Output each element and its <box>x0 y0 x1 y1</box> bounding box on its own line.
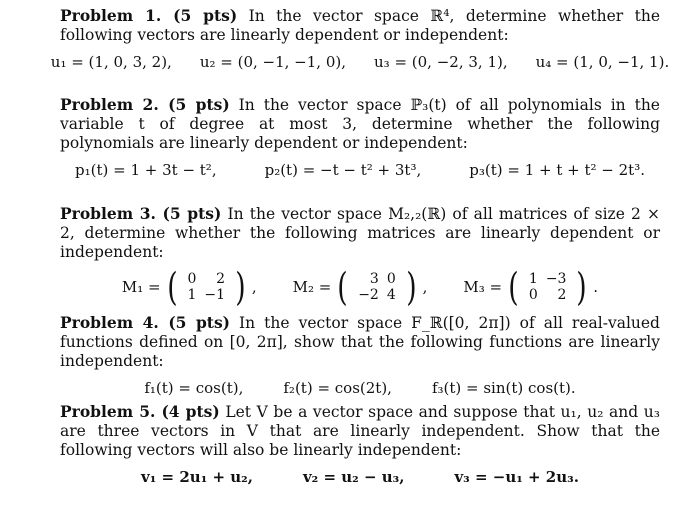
problem-4 <box>60 313 660 398</box>
problem-2-heading: Problem 2. (5 pts) <box>60 95 230 114</box>
equation: p₂(t) = −t − t² + 3t³, <box>264 161 422 179</box>
equation: u₃ = (0, −2, 3, 1), <box>374 53 508 71</box>
problem-3 <box>60 204 660 309</box>
right-paren-icon: ) <box>405 265 417 309</box>
problem-2-equations <box>60 161 660 180</box>
matrix-cell: 4 <box>386 287 396 303</box>
problem-5-text: Let V be a vector space and suppose that u₁, u₂ and u₃ are three vectors in V that are linearly independent. Show that the following vectors will also be linearly independent: <box>60 403 660 459</box>
problem-4-heading: Problem 4. (5 pts) <box>60 313 230 332</box>
problem-5 <box>60 402 660 487</box>
problem-5-statement <box>60 402 660 460</box>
matrix-cell: 0 <box>386 271 396 287</box>
problem-1-equations <box>50 53 670 72</box>
matrix-cell: 0 <box>528 287 538 303</box>
problem-3-matrices <box>60 265 660 309</box>
matrix-cell: −2 <box>358 287 379 303</box>
problem-2 <box>60 95 660 180</box>
equation: v₂ = u₂ − u₃, <box>302 468 405 486</box>
left-paren-icon: ( <box>166 265 178 309</box>
equation: u₄ = (1, 0, −1, 1). <box>535 53 670 71</box>
matrix-grid <box>525 271 571 303</box>
problem-4-text: In the vector space F_ℝ([0, 2π]) of all real-valued functions defined on [0, 2π], show that the following functions are linearly independent: <box>60 314 660 370</box>
matrix-name: M₃ = <box>463 277 503 296</box>
left-paren-icon: ( <box>508 265 519 309</box>
matrix-m3 <box>463 265 599 309</box>
equation: f₂(t) = cos(2t), <box>283 379 392 397</box>
equation: f₁(t) = cos(t), <box>144 379 244 397</box>
right-paren-icon: ) <box>235 265 246 309</box>
matrix-grid <box>183 271 229 303</box>
matrix-grid <box>354 271 400 303</box>
matrix-m1 <box>121 265 257 309</box>
equation: u₂ = (0, −1, −1, 0), <box>199 53 346 71</box>
matrix-cell: −1 <box>204 287 226 303</box>
matrix-name: M₂ = <box>292 277 332 296</box>
equation: f₃(t) = sin(t) cos(t). <box>431 379 576 397</box>
problem-4-equations <box>60 379 660 398</box>
problem-5-heading: Problem 5. (4 pts) <box>60 402 220 421</box>
matrix-name: M₁ = <box>121 277 161 296</box>
equation: v₁ = 2u₁ + u₂, <box>141 468 253 486</box>
matrix-separator: , <box>251 277 257 296</box>
problem-5-equations <box>60 468 660 487</box>
problem-3-text: In the vector space M₂,₂(ℝ) of all matrices of size 2 × 2, determine whether the following matrices are linearly dependent or independent: <box>60 205 660 261</box>
matrix-cell: 3 <box>369 271 379 287</box>
matrix-cell: −3 <box>545 271 567 287</box>
problem-2-text: In the vector space ℙ₃(t) of all polynomials in the variable t of degree at most 3, determine whether the following polynomials are linearly dependent or independent: <box>60 96 660 152</box>
right-paren-icon: ) <box>576 265 588 309</box>
matrix-separator: , <box>422 277 428 296</box>
problem-3-heading: Problem 3. (5 pts) <box>60 204 222 223</box>
matrix-m2 <box>292 265 428 309</box>
equation: p₁(t) = 1 + 3t − t², <box>75 161 217 179</box>
problem-1 <box>50 6 670 72</box>
matrix-cell: 2 <box>557 287 567 303</box>
equation: p₃(t) = 1 + t + t² − 2t³. <box>469 161 645 179</box>
left-paren-icon: ( <box>337 265 348 309</box>
problem-3-statement <box>60 204 660 262</box>
equation: u₁ = (1, 0, 3, 2), <box>50 53 172 71</box>
problem-1-heading: Problem 1. (5 pts) <box>60 6 238 25</box>
matrix-cell: 2 <box>216 271 226 287</box>
problem-1-statement <box>60 6 660 45</box>
problem-4-statement <box>60 313 660 371</box>
equation: v₃ = −u₁ + 2u₃. <box>454 468 579 486</box>
problem-2-statement <box>60 95 660 153</box>
matrix-cell: 0 <box>187 271 197 287</box>
problem-1-text: In the vector space ℝ⁴, determine whether the following vectors are linearly dependent or independent: <box>60 7 660 44</box>
matrix-cell: 1 <box>187 287 197 303</box>
matrix-separator: . <box>593 277 599 296</box>
matrix-cell: 1 <box>528 271 538 287</box>
